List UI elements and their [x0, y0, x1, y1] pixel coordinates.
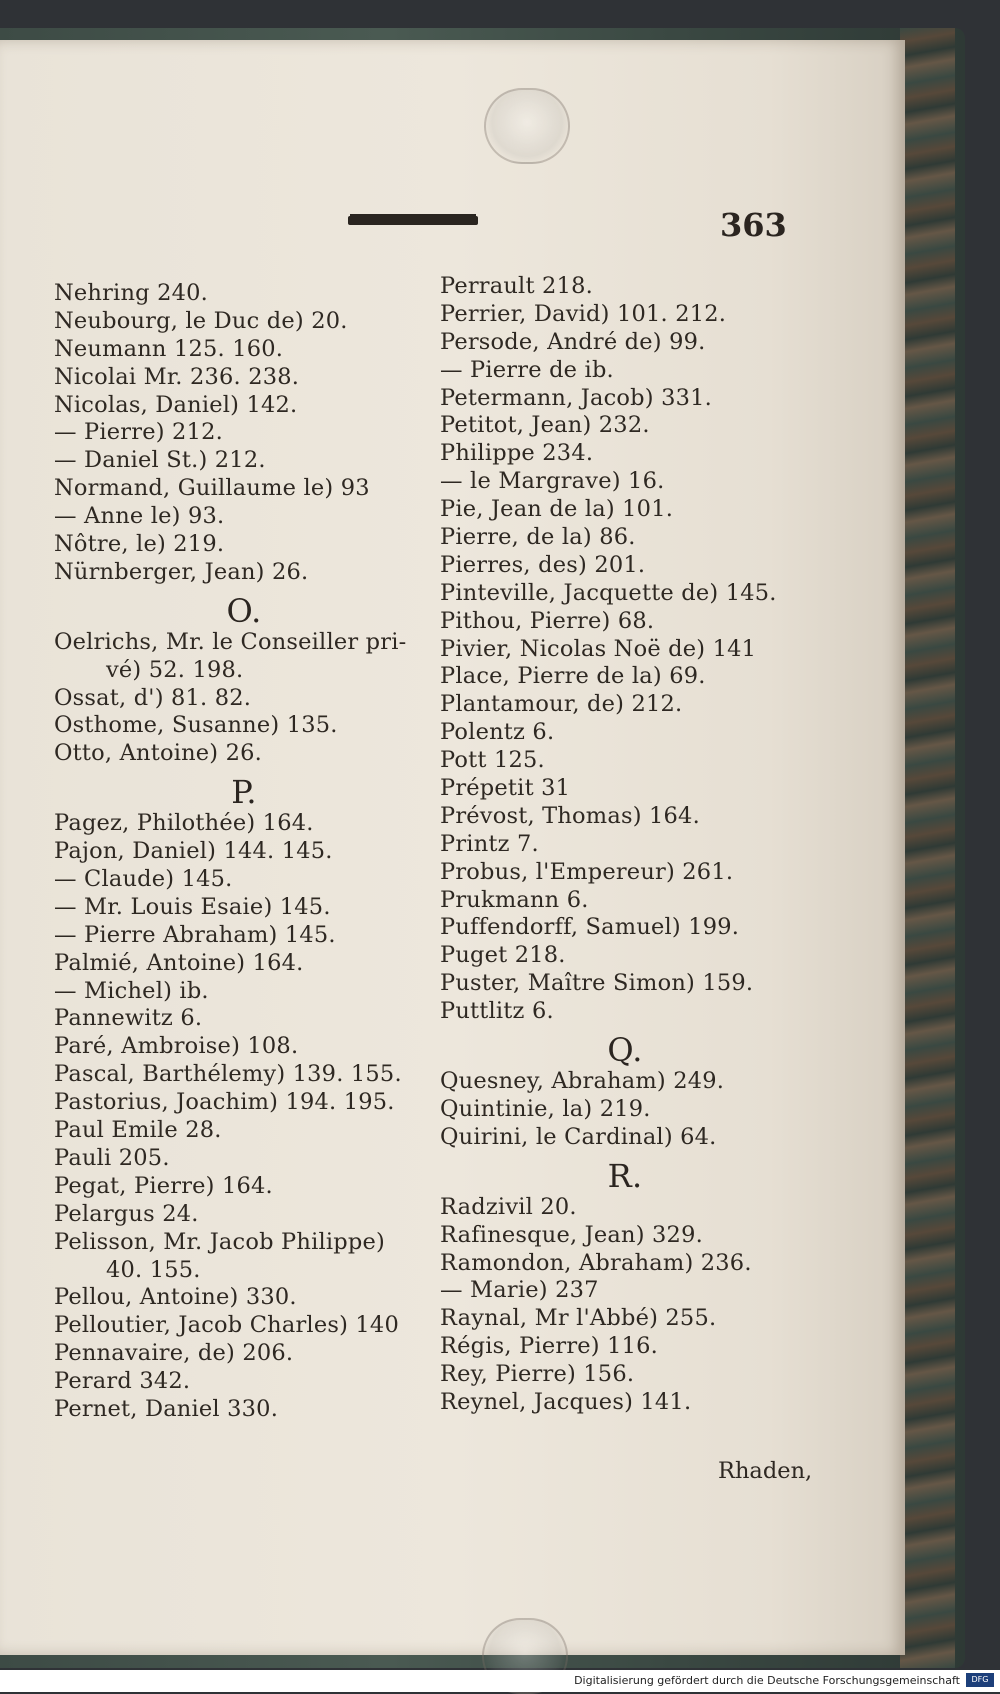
index-entry: Perard 342.: [54, 1368, 191, 1395]
index-entry: Prépetit 31: [440, 775, 571, 802]
index-entry: Quesney, Abraham) 249.: [440, 1068, 725, 1095]
index-entry: Otto, Antoine) 26.: [54, 740, 263, 767]
index-entry: Puster, Maître Simon) 159.: [440, 970, 754, 997]
index-entry: Pennavaire, de) 206.: [54, 1340, 294, 1367]
index-entry: Nôtre, le) 219.: [54, 531, 225, 558]
index-entry: Pannewitz 6.: [54, 1005, 203, 1032]
index-entry: — Mr. Louis Esaie) 145.: [54, 893, 331, 920]
index-entry-continuation: vé) 52. 198.: [106, 656, 244, 683]
index-entry: — Pierre Abraham) 145.: [54, 921, 336, 948]
index-entry: Pegat, Pierre) 164.: [54, 1172, 273, 1199]
index-entry: — le Margrave) 16.: [440, 468, 665, 495]
index-entry: Nehring 240.: [54, 280, 208, 306]
index-entry: Pott 125.: [440, 747, 545, 774]
index-entry: Petermann, Jacob) 331.: [440, 384, 713, 411]
index-entry: Pierre, de la) 86.: [440, 524, 636, 551]
index-entry: Philippe 234.: [440, 440, 594, 467]
index-entry-continuation: 40. 155.: [106, 1256, 201, 1283]
index-entry: Prukmann 6.: [440, 886, 589, 913]
section-letter: Q.: [607, 1031, 643, 1070]
index-entry: Quintinie, la) 219.: [440, 1095, 651, 1122]
index-entry: Nicolai Mr. 236. 238.: [54, 363, 300, 390]
cover-marbled-edge: [900, 28, 955, 1668]
index-entry: — Pierre de ib.: [440, 356, 614, 383]
index-entry: — Pierre) 212.: [54, 419, 223, 446]
dfg-logo: DFG: [966, 1673, 994, 1687]
index-entry: Palmié, Antoine) 164.: [54, 949, 304, 976]
index-entry: Oelrichs, Mr. le Conseiller pri-: [54, 628, 407, 655]
index-entry: — Anne le) 93.: [54, 503, 225, 530]
index-entry: Pajon, Daniel) 144. 145.: [54, 838, 333, 865]
index-column-left: [54, 280, 434, 1424]
index-entry: Pascal, Barthélemy) 139. 155.: [54, 1061, 402, 1088]
index-entry: Plantamour, de) 212.: [440, 691, 683, 718]
index-entry: Pelisson, Mr. Jacob Philippe): [54, 1228, 385, 1255]
index-entry: Neubourg, le Duc de) 20.: [54, 307, 348, 334]
index-entry: Prévost, Thomas) 164.: [440, 802, 700, 829]
index-entry: Pithou, Pierre) 68.: [440, 607, 655, 634]
index-entry: Neumann 125. 160.: [54, 335, 284, 362]
index-entry: Normand, Guillaume le) 93: [54, 475, 370, 502]
index-entry: — Daniel St.) 212.: [54, 447, 266, 474]
index-entry: Pagez, Philothée) 164.: [54, 810, 314, 837]
section-letter: P.: [231, 773, 257, 812]
index-entry: Ramondon, Abraham) 236.: [440, 1249, 752, 1276]
index-entry: Rafinesque, Jean) 329.: [440, 1221, 703, 1248]
catchword: Rhaden,: [718, 1458, 813, 1484]
index-entry: Pivier, Nicolas Noë de) 141: [440, 635, 757, 662]
index-entry: — Claude) 145.: [54, 866, 233, 893]
index-entry: Osthome, Susanne) 135.: [54, 712, 338, 739]
index-entry: Paré, Ambroise) 108.: [54, 1033, 299, 1060]
index-entry: — Marie) 237: [440, 1277, 599, 1304]
index-entry: Pauli 205.: [54, 1144, 170, 1171]
index-entry: Pelargus 24.: [54, 1200, 199, 1227]
index-entry: Pierres, des) 201.: [440, 551, 646, 578]
header-rule: [348, 216, 478, 225]
index-entry: Pastorius, Joachim) 194. 195.: [54, 1089, 395, 1116]
index-entry: Printz 7.: [440, 830, 539, 857]
index-entry: Probus, l'Empereur) 261.: [440, 858, 734, 885]
index-entry: Radzivil 20.: [440, 1193, 577, 1220]
index-entry: Pie, Jean de la) 101.: [440, 496, 674, 523]
index-entry: Nicolas, Daniel) 142.: [54, 391, 298, 418]
index-entry: Paul Emile 28.: [54, 1117, 222, 1144]
index-entry: Reynel, Jacques) 141.: [440, 1388, 692, 1415]
index-entry: Perrier, David) 101. 212.: [440, 300, 727, 327]
index-entry: — Michel) ib.: [54, 977, 209, 1004]
index-entry: Régis, Pierre) 116.: [440, 1333, 659, 1360]
index-entry: Pernet, Daniel 330.: [54, 1395, 279, 1422]
index-entry: Persode, André de) 99.: [440, 328, 706, 355]
index-entry: Puffendorff, Samuel) 199.: [440, 914, 740, 941]
index-entry: Perrault 218.: [440, 273, 593, 299]
footer-bar: [0, 1670, 1000, 1692]
index-entry: Raynal, Mr l'Abbé) 255.: [440, 1305, 717, 1332]
index-entry: Puget 218.: [440, 942, 566, 969]
section-letter: O.: [226, 591, 262, 630]
index-entry: Place, Pierre de la) 69.: [440, 663, 706, 690]
index-entry: Ossat, d') 81. 82.: [54, 684, 252, 711]
page-number: 363: [720, 206, 787, 244]
index-column-right: [440, 273, 810, 1417]
index-entry: Petitot, Jean) 232.: [440, 412, 650, 439]
index-entry: Nürnberger, Jean) 26.: [54, 558, 309, 585]
footer-credit: Digitalisierung gefördert durch die Deutsche Forschungsgemeinschaft: [574, 1674, 960, 1687]
index-entry: Pellou, Antoine) 330.: [54, 1284, 297, 1311]
book-page: [0, 40, 905, 1655]
index-entry: Puttlitz 6.: [440, 998, 554, 1025]
index-entry: Pelloutier, Jacob Charles) 140: [54, 1312, 399, 1339]
page-clip-top: [484, 88, 570, 164]
section-letter: R.: [607, 1156, 643, 1195]
index-entry: Pinteville, Jacquette de) 145.: [440, 579, 777, 606]
index-entry: Rey, Pierre) 156.: [440, 1361, 635, 1388]
index-entry: Quirini, le Cardinal) 64.: [440, 1123, 717, 1150]
index-entry: Polentz 6.: [440, 719, 555, 746]
